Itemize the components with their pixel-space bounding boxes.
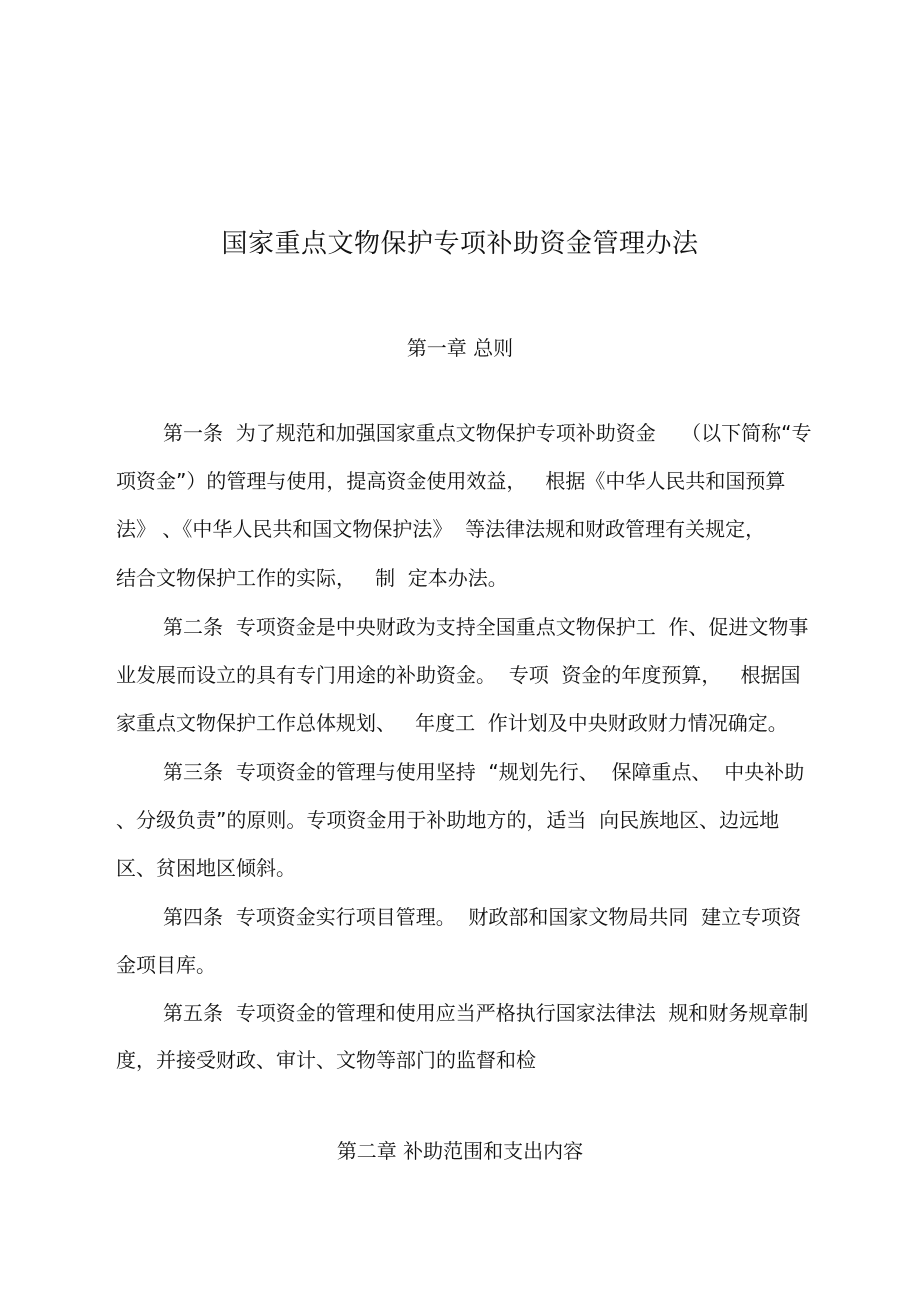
- article-line: 家重点文物保护工作总体规划、 年度工 作计划及中央财政财力情况确定。: [116, 711, 788, 735]
- article-line: 区、贫困地区倾斜。: [116, 856, 296, 880]
- chapter-1-heading: 第一章 总则: [406, 336, 514, 360]
- article-line: 、分级负责”的原则。专项资金用于补助地方的，适当 向民族地区、边远地: [116, 808, 780, 832]
- article-line: 结合文物保护工作的实际， 制 定本办法。: [116, 566, 508, 590]
- article-line: 第一条 为了规范和加强国家重点文物保护专项补助资金 （以下简称“专: [163, 421, 812, 445]
- article-line: 业发展而设立的具有专门用途的补助资金。 专项 资金的年度预算， 根据国: [116, 663, 801, 687]
- article-line: 第四条 专项资金实行项目管理。 财政部和国家文物局共同 建立专项资: [163, 905, 802, 929]
- chapter-2-heading: 第二章 补助范围和支出内容: [336, 1139, 584, 1163]
- document-title: 国家重点文物保护专项补助资金管理办法: [221, 229, 699, 259]
- article-line: 项资金”）的管理与使用，提高资金使用效益， 根据《中华人民共和国预算: [116, 469, 786, 493]
- article-line: 第五条 专项资金的管理和使用应当严格执行国家法律法 规和财务规章制: [163, 1001, 809, 1025]
- article-line: 第三条 专项资金的管理与使用坚持 “规划先行、 保障重点、 中央补助: [163, 760, 805, 784]
- article-line: 法》 、《中华人民共和国文物保护法》 等法律法规和财政管理有关规定，: [116, 517, 766, 541]
- article-line: 金项目库。: [116, 953, 216, 977]
- article-line: 第二条 专项资金是中央财政为支持全国重点文物保护工 作、促进文物事: [163, 615, 809, 639]
- article-line: 度，并接受财政、审计、文物等部门的监督和检: [116, 1048, 536, 1072]
